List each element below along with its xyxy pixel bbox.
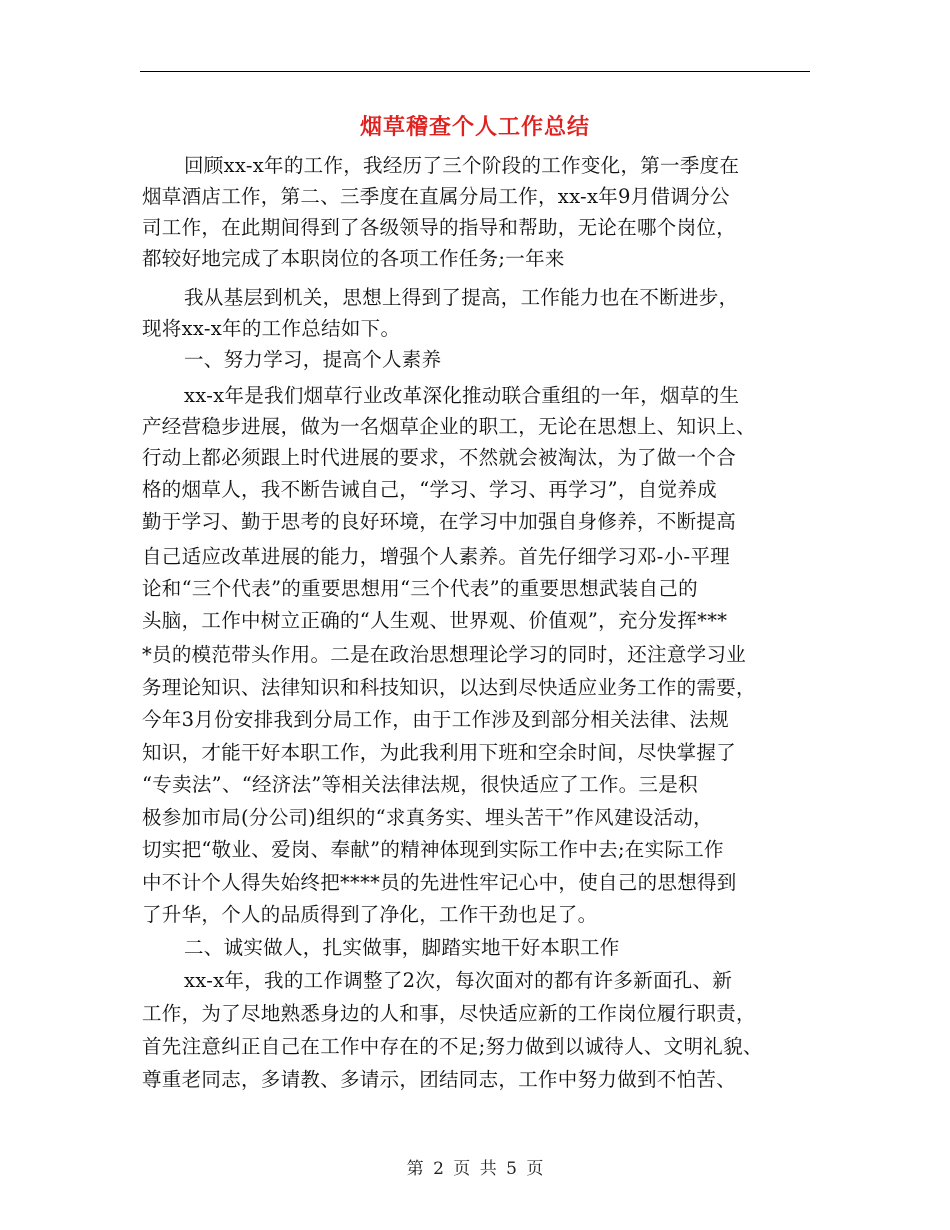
body-line: 现将xx-x年的工作总结如下。 <box>142 317 401 340</box>
body-line: 回顾xx-x年的工作，我经历了三个阶段的工作变化，第一季度在 <box>184 154 740 177</box>
body-line: 格的烟草人，我不断告诫自己，“学习、学习、再学习”，自觉养成 <box>142 478 717 501</box>
page-number: 第 2 页 共 5 页 <box>406 1159 544 1179</box>
body-line: “专卖法”、“经济法”等相关法律法规，很快适应了工作。三是积 <box>142 773 698 796</box>
body-line: 今年3月份安排我到分局工作，由于工作涉及到部分相关法律、法规 <box>142 708 729 731</box>
body-line: 产经营稳步进展，做为一名烟草企业的职工，无论在思想上、知识上、 <box>142 415 756 438</box>
body-line: xx-x年，我的工作调整了2次，每次面对的都有许多新面孔、新 <box>184 969 733 992</box>
body-line: 工作，为了尽地熟悉身边的人和事，尽快适应新的工作岗位履行职责， <box>142 1002 756 1025</box>
body-line: 行动上都必须跟上时代进展的要求，不然就会被淘汰，为了做一个合 <box>142 446 737 469</box>
body-line: 头脑，工作中树立正确的“人生观、世界观、价值观”，充分发挥*** <box>142 609 728 632</box>
header-rule <box>140 71 810 72</box>
body-line: 论和“三个代表”的重要思想用“三个代表”的重要思想武装自己的 <box>142 577 698 600</box>
body-line: xx-x年是我们烟草行业改革深化推动联合重组的一年，烟草的生 <box>184 384 740 407</box>
section-heading: 二、诚实做人，扎实做事，脚踏实地干好本职工作 <box>184 936 620 959</box>
body-line: 自己适应改革进展的能力，增强个人素养。首先仔细学习邓-小-平理 <box>142 545 730 568</box>
section-heading: 一、努力学习，提高个人素养 <box>184 348 442 371</box>
body-line: 都较好地完成了本职岗位的各项工作任务;一年来 <box>142 247 565 270</box>
document-title: 烟草稽查个人工作总结 <box>359 114 590 140</box>
body-line: 烟草酒店工作，第二、三季度在直属分局工作，xx-x年9月借调分公 <box>142 185 730 208</box>
body-line: 极参加市局(分公司)组织的“求真务实、埋头苦干”作风建设活动， <box>142 806 713 829</box>
body-line: 司工作，在此期间得到了各级领导的指导和帮助，无论在哪个岗位， <box>142 216 737 239</box>
body-line: 了升华，个人的品质得到了净化，工作干劲也足了。 <box>142 903 598 926</box>
body-line: 我从基层到机关，思想上得到了提高，工作能力也在不断进步， <box>184 286 739 309</box>
body-line: 尊重老同志，多请教、多请示，团结同志，工作中努力做到不怕苦、 <box>142 1068 737 1091</box>
body-line: 中不计个人得失始终把****员的先进性牢记心中，使自己的思想得到 <box>142 871 737 894</box>
body-line: *员的模范带头作用。二是在政治思想理论学习的同时，还注意学习业 <box>142 643 747 666</box>
body-line: 务理论知识、法律知识和科技知识，以达到尽快适应业务工作的需要， <box>142 676 756 699</box>
body-line: 知识，才能干好本职工作，为此我利用下班和空余时间，尽快掌握了 <box>142 741 737 764</box>
body-line: 切实把“敬业、爱岗、奉献”的精神体现到实际工作中去;在实际工作 <box>142 838 724 861</box>
body-line: 首先注意纠正自己在工作中存在的不足;努力做到以诚待人、文明礼貌、 <box>142 1035 763 1058</box>
body-line: 勤于学习、勤于思考的良好环境，在学习中加强自身修养，不断提高 <box>142 510 737 533</box>
